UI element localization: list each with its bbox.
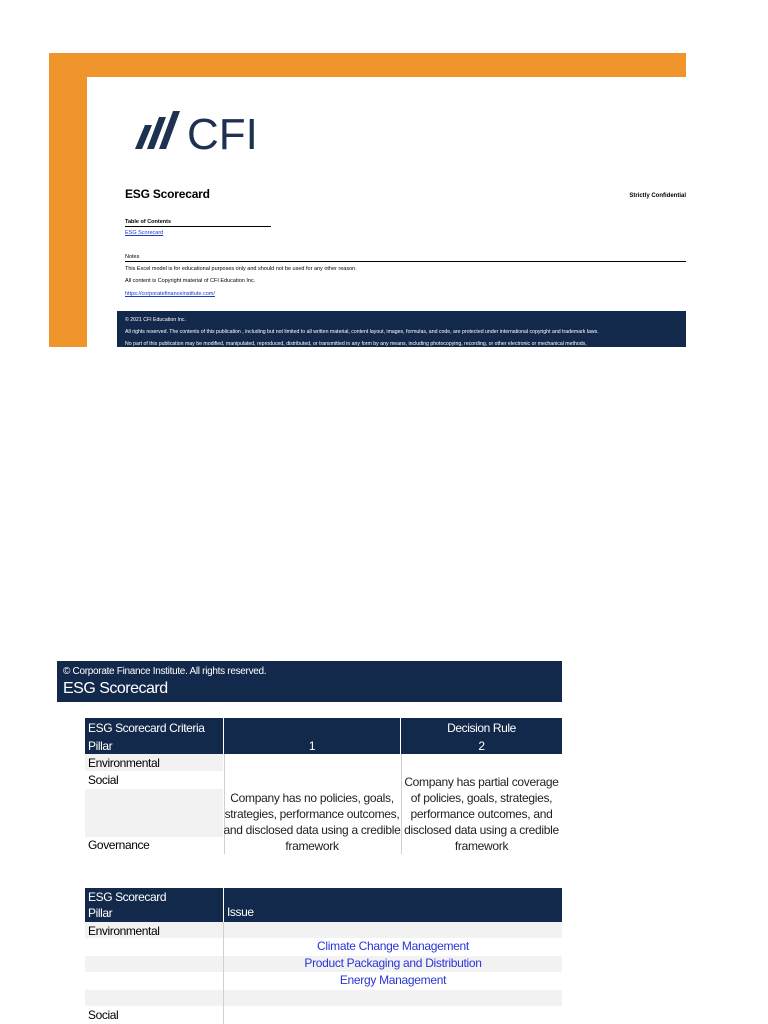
rule-2-text: Company has partial coverage of policies, goals, strategies, performance outcomes, and disclosed data using a credible framework [404, 775, 559, 853]
pillar-governance: Governance [88, 838, 150, 852]
copyright-line: © 2021 CFI Education Inc. [125, 317, 186, 323]
issue-energy-management[interactable]: Energy Management [339, 973, 447, 987]
issue-pillar-header-line1: ESG Scorecard [88, 890, 167, 904]
toc-heading: Table of Contents [125, 219, 271, 227]
issue-pillar-header [85, 888, 223, 922]
cover-orange-border-top [49, 53, 686, 77]
sheet-header [57, 661, 562, 702]
cover-orange-border-left [49, 53, 87, 347]
note-educational-purpose: This Excel model is for educational purposes only and should not be used for any other reason. [125, 266, 357, 272]
cfi-logo [127, 107, 287, 157]
row-band [85, 990, 562, 1006]
issue-pillar-environmental: Environmental [88, 924, 160, 938]
issue-climate-change[interactable]: Climate Change Management [317, 939, 469, 953]
copyright-line: No part of this publication may be modified, manipulated, reproduced, distributed, or transmitted in any form by any means, including photocopying, recording, or other electronic or mechanical methods, [125, 341, 587, 347]
toc-link-esg-scorecard[interactable]: ESG Scorecard [125, 230, 164, 236]
rule-1-text: Company has no policies, goals, strategies, performance outcomes, and disclosed data using a credible framework [223, 791, 401, 853]
sheet-copyright: © Corporate Finance Institute. All rights reserved. [63, 666, 267, 677]
criteria-header: ESG Scorecard Criteria [85, 718, 223, 738]
website-link[interactable]: https://corporatefinanceinstitute.com/ [125, 291, 215, 297]
issue-header [224, 888, 562, 922]
pillar-environmental: Environmental [88, 756, 160, 770]
cfi-logo-text: CFI [187, 110, 258, 157]
issue-product-packaging[interactable]: Product Packaging and Distribution [304, 956, 482, 970]
pillar-social: Social [88, 773, 119, 787]
notes-heading: Notes [125, 254, 686, 262]
score-1-header: 1 [224, 738, 400, 754]
copyright-line: All rights reserved. The contents of this publication , including but not limited to all written material, content layout, images, formulas, and code, are protected under international copyright and trademark laws. [125, 329, 599, 335]
sheet-title: ESG Scorecard [63, 680, 168, 697]
document-title: ESG Scorecard [125, 187, 210, 201]
criteria-header-blank [224, 718, 400, 738]
decision-rule-header: Decision Rule [401, 718, 562, 738]
copyright-block [117, 311, 686, 347]
issue-header-label: Issue [227, 905, 254, 919]
score-2-header: 2 [401, 738, 562, 754]
note-copyright: All content is Copyright material of CFI Education Inc. [125, 278, 256, 284]
cover-sheet [87, 77, 686, 347]
issue-pillar-social: Social [88, 1008, 119, 1022]
pillar-header: Pillar [85, 738, 223, 754]
issue-pillar-header-line2: Pillar [88, 906, 113, 920]
row-band [85, 789, 223, 837]
confidential-label: Strictly Confidential [629, 193, 686, 199]
